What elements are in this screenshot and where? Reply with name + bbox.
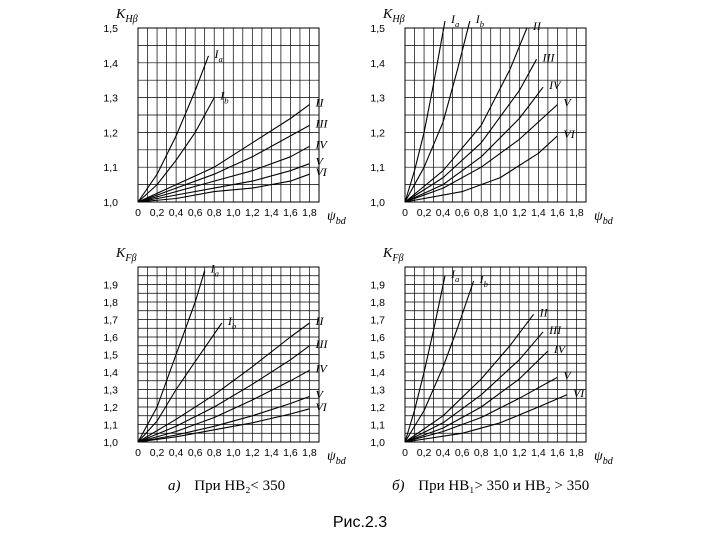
y-tick-label: 1,0	[370, 437, 385, 449]
x-tick-label: 0	[402, 447, 408, 459]
x-tick-label: 1,4	[264, 447, 279, 459]
series-line-ia	[405, 21, 445, 202]
x-tick-label: 1,4	[531, 447, 546, 459]
y-tick-label: 1,0	[103, 437, 118, 449]
caption-b-letter: б)	[392, 478, 405, 494]
x-tick-label: 0,2	[416, 447, 432, 459]
series-label-ii: II	[532, 19, 541, 33]
y-tick-label: 1,1	[103, 419, 118, 432]
y-tick-label: 1,2	[103, 402, 118, 414]
y-tick-label: 1,3	[103, 384, 118, 397]
y-tick-label: 1,2	[370, 127, 385, 140]
caption-a-letter: а)	[168, 478, 181, 494]
series-label-ii: II	[539, 305, 548, 320]
series-label-ia: $I_a$	[451, 266, 460, 284]
y-axis-label: $K_{F\beta}$	[383, 246, 404, 264]
series-label-v: V	[563, 368, 571, 383]
x-tick-label: 0,2	[149, 447, 165, 459]
x-tick-label: 1,8	[569, 207, 584, 219]
series-label-iv: IV	[553, 342, 566, 356]
x-tick-label: 0,4	[435, 207, 451, 219]
x-axis-label: $\psi_{bd}$	[327, 449, 346, 467]
x-tick-label: 0,4	[168, 447, 184, 459]
series-label-iii: III	[315, 336, 328, 351]
y-tick-label: 1,5	[370, 349, 385, 362]
figure-caption: Рис.2.3	[332, 514, 388, 531]
series-label-vi: VI	[563, 126, 575, 141]
y-tick-label: 1,3	[103, 92, 118, 105]
y-tick-label: 1,9	[370, 279, 385, 292]
x-tick-label: 1,0	[492, 447, 508, 459]
x-tick-label: 1,2	[512, 447, 527, 459]
series-label-ib: $I_b$	[220, 88, 229, 106]
caption-b-text: При HB₁> 350 и HB₂ > 350	[418, 478, 590, 494]
y-tick-label: 1,4	[370, 57, 385, 70]
x-tick-label: 0,8	[473, 207, 489, 219]
x-tick-label: 0,6	[187, 447, 203, 459]
x-tick-label: 1,6	[283, 447, 298, 459]
series-label-iv: IV	[315, 361, 327, 376]
y-tick-label: 1,5	[370, 23, 385, 35]
x-axis-label: $\psi_{bd}$	[327, 209, 346, 227]
x-tick-label: 1,0	[492, 207, 508, 219]
y-tick-label: 1,7	[370, 314, 385, 327]
x-tick-label: 0,8	[206, 447, 222, 459]
y-tick-label: 1,4	[103, 57, 118, 70]
x-tick-label: 1,8	[302, 207, 317, 219]
x-tick-label: 0	[135, 447, 141, 459]
series-line-iii	[405, 332, 543, 442]
x-tick-label: 1,6	[550, 447, 565, 459]
series-line-ia	[405, 276, 445, 442]
y-tick-label: 1,6	[370, 332, 385, 344]
x-tick-label: 0,6	[187, 207, 203, 219]
y-tick-label: 1,1	[103, 162, 118, 175]
y-tick-label: 1,8	[370, 297, 385, 309]
series-label-vi: VI	[572, 385, 585, 400]
x-tick-label: 1,2	[512, 207, 527, 219]
chart-panel-1	[103, 7, 346, 227]
x-tick-label: 1,8	[302, 447, 317, 459]
y-tick-label: 1,4	[370, 367, 385, 379]
series-label-vi: VI	[315, 399, 327, 414]
chart-panel-4	[370, 246, 613, 467]
series-label-iv: IV	[315, 137, 327, 152]
x-tick-label: 1,6	[550, 207, 565, 219]
x-axis-label: $\psi_{bd}$	[594, 209, 613, 227]
x-axis-label: $\psi_{bd}$	[594, 449, 613, 467]
y-tick-label: 1,6	[103, 332, 118, 344]
x-tick-label: 1,0	[225, 207, 241, 219]
series-label-iii: III	[315, 116, 328, 131]
series-label-ib: $I_b$	[227, 314, 237, 331]
y-tick-label: 1,1	[370, 419, 385, 432]
chart-panel-2	[370, 7, 613, 227]
series-label-v: V	[315, 387, 323, 402]
x-tick-label: 0,4	[168, 207, 184, 219]
x-tick-label: 1,8	[569, 447, 584, 459]
caption-a	[168, 478, 285, 495]
y-tick-label: 1,7	[103, 314, 118, 327]
y-tick-label: 1,5	[103, 23, 118, 35]
x-tick-label: 0	[135, 207, 141, 219]
x-tick-label: 1,6	[283, 207, 298, 219]
series-label-ia: $I_a$	[214, 46, 223, 64]
y-tick-label: 1,5	[103, 349, 118, 362]
y-tick-label: 1,0	[103, 197, 118, 209]
x-tick-label: 0,6	[454, 207, 470, 219]
x-tick-label: 0,8	[206, 207, 222, 219]
y-tick-label: 1,0	[370, 197, 385, 209]
x-tick-label: 0,8	[473, 447, 489, 459]
chart-panel-3	[103, 246, 346, 467]
series-label-ia: $I_a$	[451, 12, 460, 30]
y-tick-label: 1,9	[103, 279, 118, 292]
series-label-iii: III	[542, 50, 555, 65]
caption-a-text: При HB₂< 350	[194, 478, 286, 494]
series-label-v: V	[563, 95, 571, 110]
series-label-ib: $I_b$	[475, 12, 485, 30]
series-label-ia: $I_a$	[210, 261, 219, 279]
x-tick-label: 1,2	[245, 207, 260, 219]
y-tick-label: 1,2	[370, 402, 385, 414]
x-tick-label: 0,4	[435, 447, 451, 459]
y-axis-label: $K_{H\beta}$	[116, 7, 138, 25]
caption-b	[392, 478, 589, 495]
series-label-ii: II	[315, 314, 324, 328]
y-tick-label: 1,2	[103, 127, 118, 140]
y-tick-label: 1,3	[370, 92, 385, 105]
y-tick-label: 1,4	[103, 367, 118, 379]
x-tick-label: 0,2	[416, 207, 432, 219]
x-tick-label: 1,2	[245, 447, 260, 459]
series-label-iv: IV	[549, 78, 561, 93]
y-tick-label: 1,8	[103, 297, 118, 309]
series-label-ib: $I_b$	[479, 272, 488, 289]
series-label-ii: II	[315, 95, 324, 110]
y-axis-label: $K_{F\beta}$	[116, 246, 137, 264]
y-axis-label: $K_{H\beta}$	[383, 7, 405, 25]
series-label-v: V	[315, 154, 323, 169]
x-tick-label: 0,6	[454, 447, 470, 459]
x-tick-label: 0	[402, 207, 408, 219]
y-tick-label: 1,3	[370, 384, 385, 397]
x-tick-label: 1,4	[264, 207, 279, 219]
x-tick-label: 1,0	[225, 447, 241, 459]
x-tick-label: 1,4	[531, 207, 546, 219]
series-label-vi: VI	[315, 165, 327, 180]
series-label-iii: III	[549, 322, 562, 337]
x-tick-label: 0,2	[149, 207, 165, 219]
series-line-iv	[405, 351, 548, 442]
y-tick-label: 1,1	[370, 162, 385, 175]
